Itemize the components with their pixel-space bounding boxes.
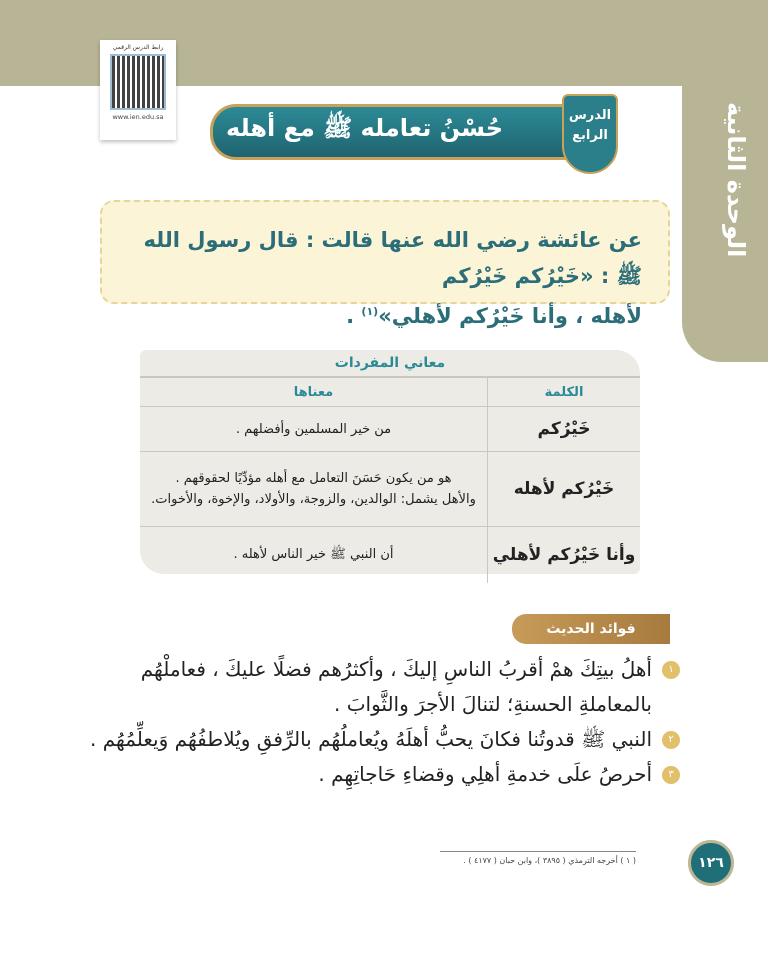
benefits-heading: فوائد الحديث: [512, 614, 670, 644]
word-cell: خَيْرُكم: [488, 407, 641, 452]
page-number: ١٢٦: [688, 840, 734, 886]
hadith-line-2: لأهله ، وأنا خَيْرُكم لأهلي»: [378, 304, 642, 328]
number-badge: ١: [662, 661, 680, 679]
meaning-cell: هو من يكون حَسَنَ التعامل مع أهله مؤدِّيًا لحقوقهم .: [175, 471, 452, 486]
hadith-line-1: عن عائشة رضي الله عنها قالت : قال رسول الله ﷺ : «خَيْرُكم خَيْرُكم: [143, 228, 642, 288]
meaning-cell-line-2: والأهل يشمل: الوالدين، والزوجة، والأولاد، والإخوة، والأخوات.: [151, 492, 476, 507]
lesson-label: الدرس: [568, 108, 612, 123]
item-text: أحرصُ علَى خدمةِ أهلِي وقضاءِ حَاجاتِهِم .: [318, 762, 652, 786]
vocabulary-table: [140, 350, 640, 574]
item-text: أهلُ بيتِكَ همْ أقربُ الناسِ إليكَ ، وأكثرُهم فضلًا عليكَ ، فعاملْهُم بالمعاملةِ الحسنةِ؛ لتنالَ الأجرَ والثَّوابَ .: [140, 657, 652, 716]
benefits-list: [80, 652, 680, 792]
lesson-title: حُسْنُ تعامله ﷺ مع أهله: [226, 114, 503, 142]
hadith-box: [100, 200, 670, 328]
qr-code-icon[interactable]: [110, 54, 166, 110]
footnote-ref: (١): [361, 305, 379, 318]
footnote-divider: [440, 851, 636, 852]
word-cell: وأنا خَيْرُكم لأهلي: [488, 527, 641, 584]
table-row: [140, 407, 640, 452]
qr-url[interactable]: www.ien.edu.sa: [112, 113, 164, 121]
item-text: النبي ﷺ قدوتُنا فكانَ يحبُّ أهلَهُ ويُعاملُهُم بالرِّفقِ ويُلاطفُهُم وَيعلِّمُهُم .: [89, 727, 652, 751]
column-header-word: الكلمة: [488, 378, 641, 407]
meaning-cell: من خير المسلمين وأفضلهم .: [235, 421, 392, 437]
list-item: [80, 757, 680, 792]
table-row: [140, 452, 640, 527]
hadith-end: .: [346, 304, 355, 328]
lesson-badge: [562, 94, 618, 174]
list-item: [80, 722, 680, 757]
footnote: ( ١ ) أخرجه الترمذي ( ٣٨٩٥ )، وابن حبان ( ٤١٧٧ ) .: [463, 856, 636, 865]
lesson-ordinal: الرابع: [572, 128, 608, 143]
meaning-cell: أن النبي ﷺ خير الناس لأهله .: [233, 546, 394, 562]
column-header-meaning: معناها: [140, 378, 488, 407]
lesson-title-banner: [210, 104, 616, 160]
unit-title: الوحدة الثانية: [722, 102, 750, 258]
table-row: [140, 527, 640, 584]
word-cell: خَيْرُكم لأهله: [488, 452, 641, 527]
number-badge: ٢: [662, 731, 680, 749]
qr-caption: رابط الدرس الرقمي: [112, 44, 164, 51]
number-badge: ٣: [662, 766, 680, 784]
list-item: [80, 652, 680, 722]
vocabulary-title: معاني المفردات: [140, 350, 640, 377]
qr-card[interactable]: [100, 40, 176, 140]
